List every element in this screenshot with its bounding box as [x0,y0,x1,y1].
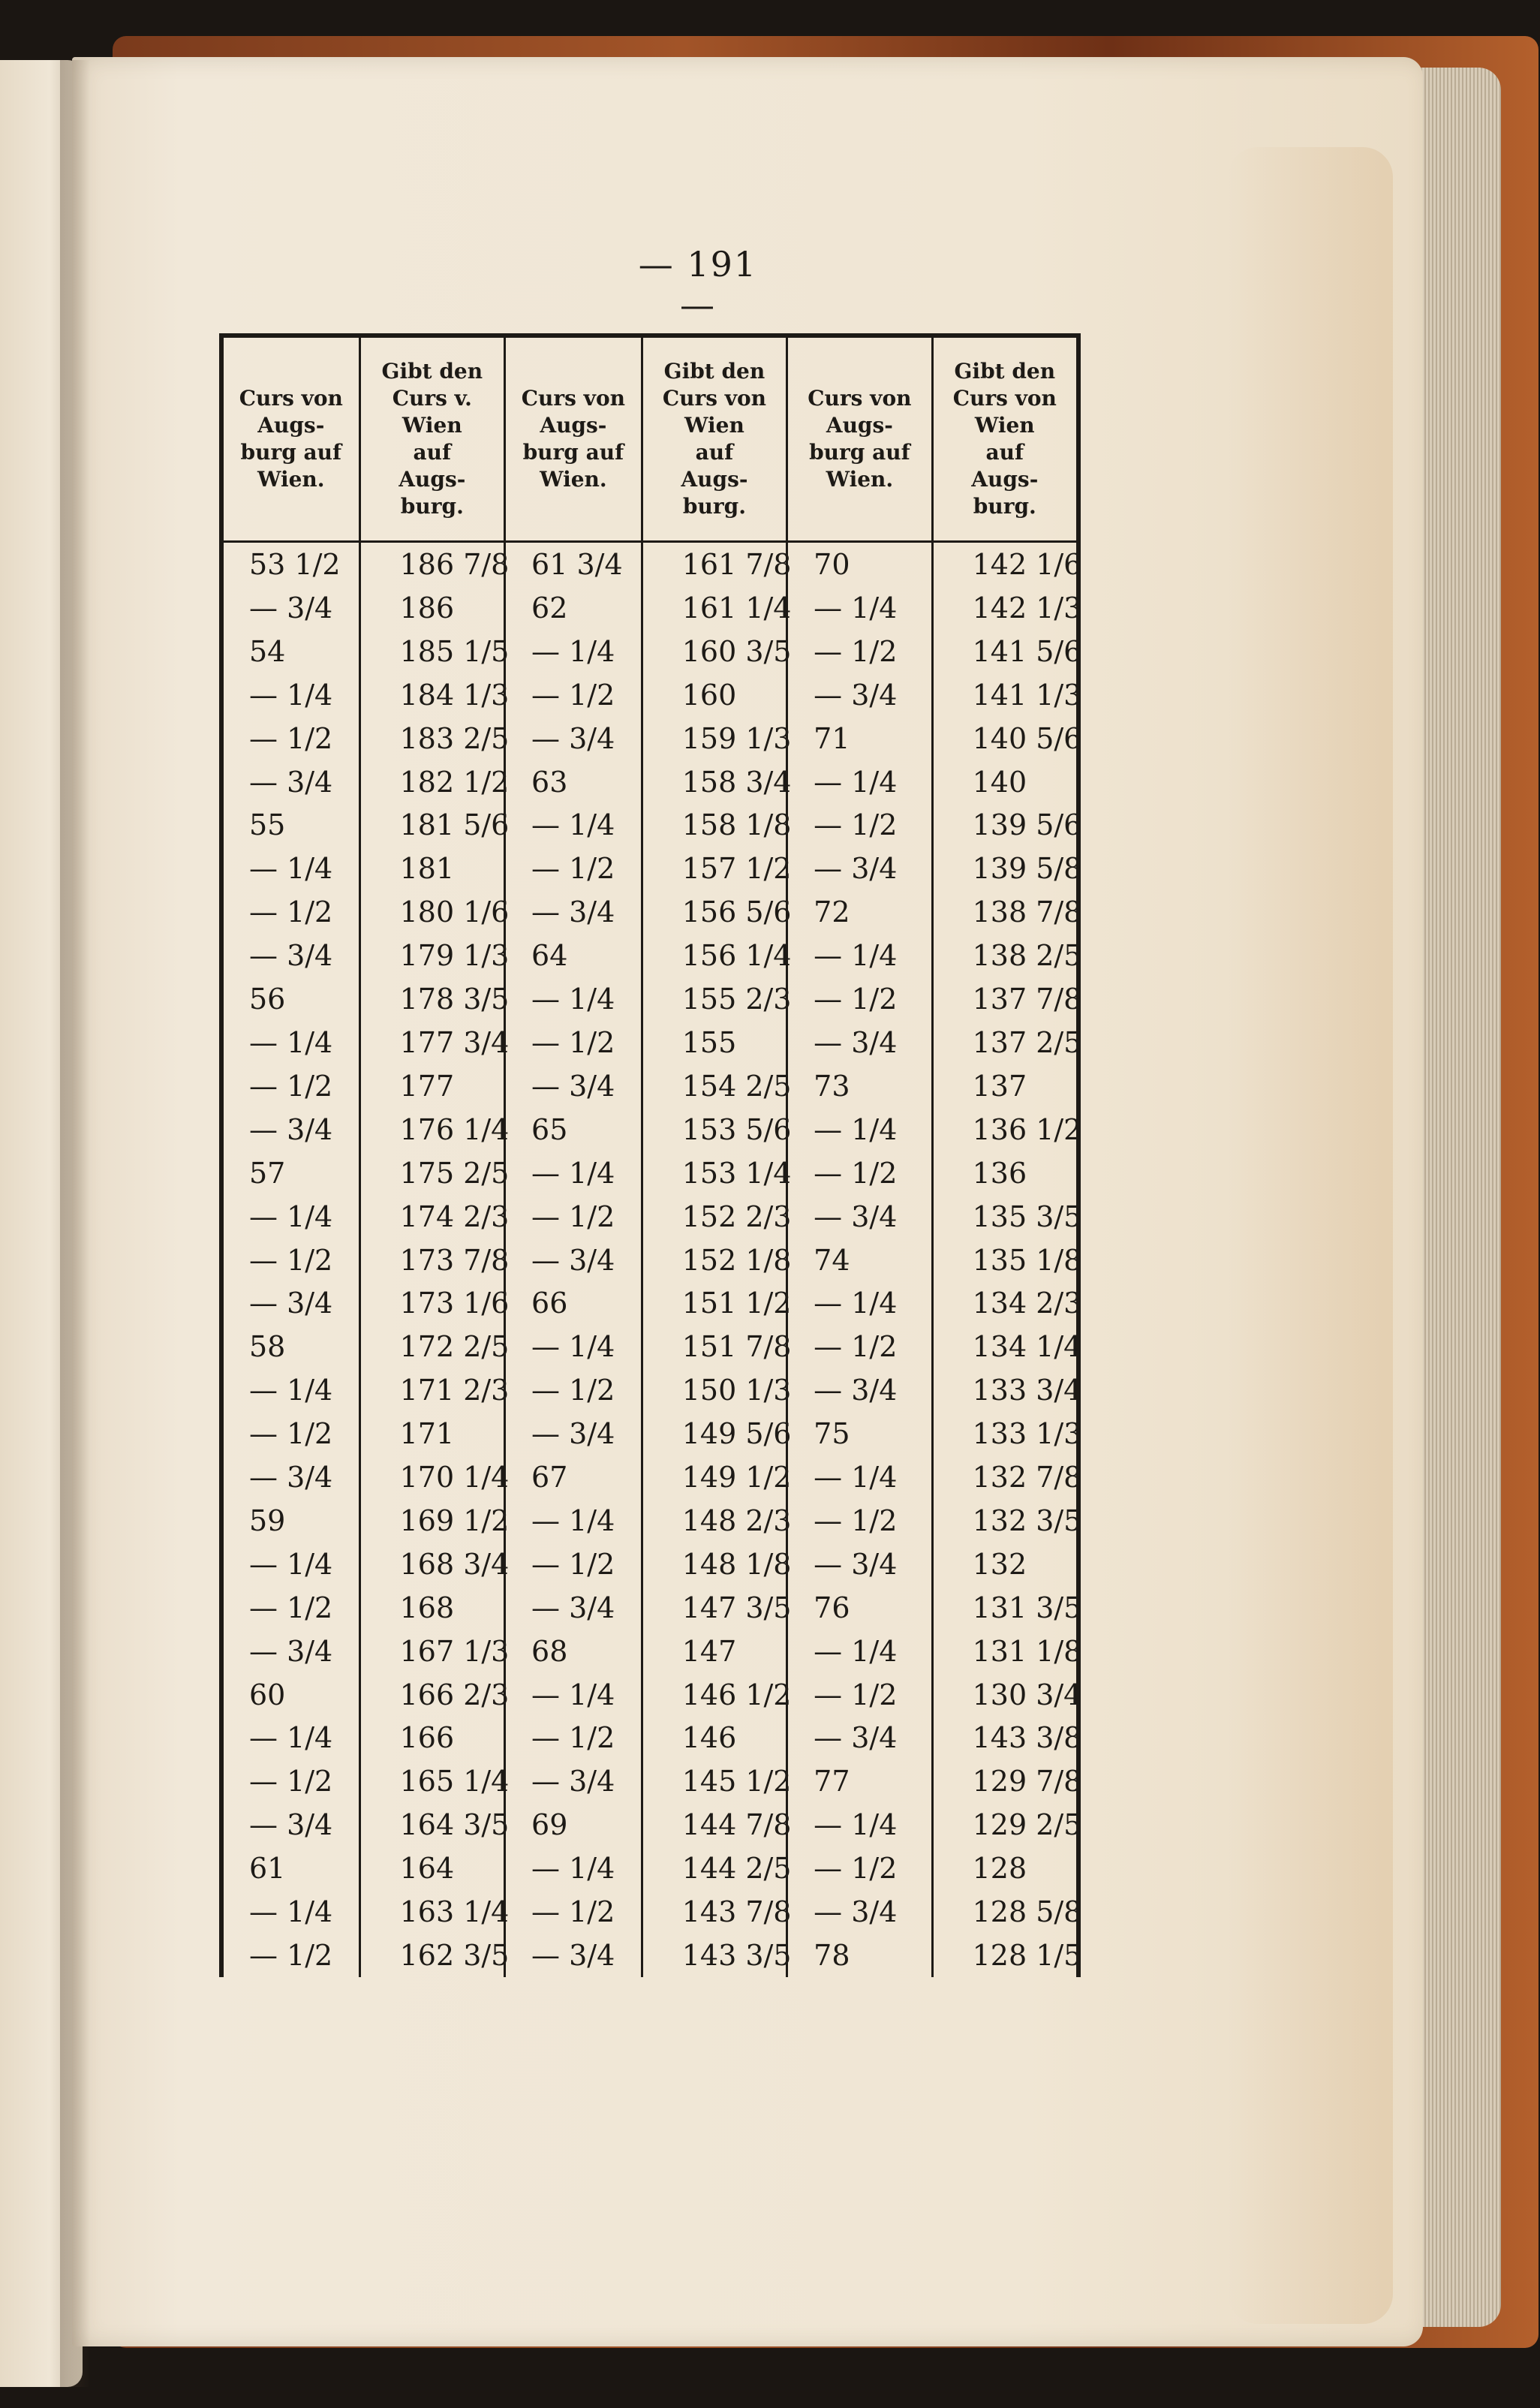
table-row [221,1151,1078,1195]
table-cell: 166 2/3 [359,1673,504,1717]
table-cell: 142 1/3 [932,586,1078,630]
table-cell: — 1/2 [787,1151,932,1195]
table-cell: 139 5/6 [932,803,1078,847]
table-row [221,1630,1078,1673]
table-cell: — 1/2 [221,1064,359,1108]
table-cell: — 1/4 [787,1108,932,1151]
table-cell: — 3/4 [221,934,359,977]
table-cell: 163 1/4 [359,1890,504,1934]
table-cell: — 1/4 [221,1890,359,1934]
table-cell: — 3/4 [787,1543,932,1586]
table-row [221,1759,1078,1803]
page-number: — 191 — [638,244,758,325]
table-cell: 73 [787,1064,932,1108]
table-cell: 173 7/8 [359,1239,504,1282]
table-cell: — 1/4 [505,630,642,673]
table-cell: 145 1/2 [642,1759,787,1803]
table-cell: — 1/2 [787,1673,932,1717]
column-header: Curs von Augs- burg auf Wien. [221,336,359,542]
table-cell: 185 1/5 [359,630,504,673]
table-cell: 149 1/2 [642,1455,787,1499]
table-cell: — 3/4 [221,1803,359,1847]
table-cell: 132 [932,1543,1078,1586]
table-cell: 75 [787,1412,932,1455]
table-cell: 137 2/5 [932,1021,1078,1064]
table-cell: 138 2/5 [932,934,1078,977]
table-cell: 144 7/8 [642,1803,787,1847]
table-cell: 130 3/4 [932,1673,1078,1717]
table-cell: 129 2/5 [932,1803,1078,1847]
table-cell: 177 3/4 [359,1021,504,1064]
table-cell: 143 7/8 [642,1890,787,1934]
table-cell: — 1/4 [505,977,642,1021]
table-cell: 54 [221,630,359,673]
table-cell: — 1/4 [787,760,932,804]
table-cell: 62 [505,586,642,630]
table-row [221,1717,1078,1760]
table-cell: — 1/4 [787,934,932,977]
table-cell: — 1/4 [221,1195,359,1239]
table-cell: 151 7/8 [642,1325,787,1368]
table-cell: 146 [642,1717,787,1760]
table-cell: — 3/4 [787,1195,932,1239]
table-cell: 134 1/4 [932,1325,1078,1368]
table-cell: 71 [787,717,932,760]
table-cell: 179 1/3 [359,934,504,977]
table-cell: 135 3/5 [932,1195,1078,1239]
table-cell: — 3/4 [787,1717,932,1760]
table-cell: 180 1/6 [359,890,504,934]
table-cell: 133 3/4 [932,1368,1078,1412]
table-cell: 141 5/6 [932,630,1078,673]
table-cell: — 1/4 [505,1847,642,1890]
table-cell: — 3/4 [505,1759,642,1803]
table-cell: 177 [359,1064,504,1108]
book-gutter [60,60,90,2387]
table-cell: — 1/2 [221,890,359,934]
table-row [221,847,1078,890]
table-cell: 55 [221,803,359,847]
table-row [221,1455,1078,1499]
table-cell: 174 2/3 [359,1195,504,1239]
table-cell: 151 1/2 [642,1281,787,1325]
table-cell: 168 3/4 [359,1543,504,1586]
table-cell: 160 [642,673,787,717]
table-cell: — 1/2 [505,1717,642,1760]
table-cell: 159 1/3 [642,717,787,760]
table-cell: — 1/4 [505,1673,642,1717]
table-cell: — 1/4 [221,673,359,717]
table-cell: — 3/4 [787,1890,932,1934]
table-cell: 146 1/2 [642,1673,787,1717]
table-row [221,1934,1078,1977]
table-cell: — 1/4 [505,803,642,847]
table-row [221,1108,1078,1151]
table-cell: — 3/4 [505,1239,642,1282]
table-cell: 78 [787,1934,932,1977]
table-cell: 128 [932,1847,1078,1890]
table-cell: — 1/2 [787,803,932,847]
table-cell: 167 1/3 [359,1630,504,1673]
table-cell: 171 2/3 [359,1368,504,1412]
table-cell: 66 [505,1281,642,1325]
table-cell: 147 3/5 [642,1586,787,1630]
table-cell: 70 [787,542,932,586]
table-row [221,1586,1078,1630]
table-cell: 156 1/4 [642,934,787,977]
table-cell: 131 3/5 [932,1586,1078,1630]
table-cell: 155 2/3 [642,977,787,1021]
table-row [221,542,1078,586]
column-header: Gibt den Curs von Wien auf Augs- burg. [932,336,1078,542]
table-cell: 72 [787,890,932,934]
table-cell: 58 [221,1325,359,1368]
table-cell: — 1/4 [221,1021,359,1064]
table-row [221,1847,1078,1890]
table-row [221,1890,1078,1934]
table-cell: 143 3/8 [932,1717,1078,1760]
table-cell: 137 7/8 [932,977,1078,1021]
table-cell: — 1/4 [787,586,932,630]
table-cell: 67 [505,1455,642,1499]
table-cell: — 3/4 [221,1281,359,1325]
table-cell: — 1/2 [221,1239,359,1282]
table-cell: 141 1/3 [932,673,1078,717]
table-cell: 138 7/8 [932,890,1078,934]
table-cell: 175 2/5 [359,1151,504,1195]
table-row [221,630,1078,673]
table-cell: — 1/4 [505,1151,642,1195]
table-cell: 154 2/5 [642,1064,787,1108]
table-cell: — 1/4 [787,1803,932,1847]
table-cell: 144 2/5 [642,1847,787,1890]
table-cell: — 1/4 [787,1455,932,1499]
table-row [221,1673,1078,1717]
table-cell: — 1/4 [505,1325,642,1368]
table-cell: 162 3/5 [359,1934,504,1977]
table-cell: 129 7/8 [932,1759,1078,1803]
table-cell: — 3/4 [221,586,359,630]
table-cell: 158 1/8 [642,803,787,847]
table-cell: 152 2/3 [642,1195,787,1239]
table-cell: — 3/4 [787,1021,932,1064]
table-cell: 186 [359,586,504,630]
table-cell: 160 3/5 [642,630,787,673]
table-cell: 134 2/3 [932,1281,1078,1325]
table-body [221,542,1082,1978]
table-row [221,586,1078,630]
table-cell: — 3/4 [221,1630,359,1673]
column-header: Gibt den Curs von Wien auf Augs- burg. [642,336,787,542]
table-cell: 164 3/5 [359,1803,504,1847]
table-cell: — 1/2 [505,1021,642,1064]
table-cell: 132 7/8 [932,1455,1078,1499]
table-cell: 68 [505,1630,642,1673]
table-row [221,977,1078,1021]
table-cell: — 1/4 [221,1717,359,1760]
table-row [221,1021,1078,1064]
table-cell: 76 [787,1586,932,1630]
table-cell: 60 [221,1673,359,1717]
table-cell: — 1/4 [221,1368,359,1412]
table-row [221,1281,1078,1325]
table-cell: 56 [221,977,359,1021]
table-cell: 153 1/4 [642,1151,787,1195]
table-header-row [221,336,1078,542]
table-cell: 169 1/2 [359,1499,504,1543]
table-cell: — 3/4 [787,1368,932,1412]
table-cell: — 3/4 [505,890,642,934]
table-cell: 156 5/6 [642,890,787,934]
table-cell: — 1/4 [787,1281,932,1325]
table-cell: 59 [221,1499,359,1543]
table-cell: — 1/2 [221,1934,359,1977]
table-cell: — 3/4 [221,760,359,804]
table-cell: 165 1/4 [359,1759,504,1803]
paper-stain [1228,147,1393,2324]
table-row [221,1239,1078,1282]
table-cell: 173 1/6 [359,1281,504,1325]
table-cell: 161 1/4 [642,586,787,630]
table-cell: — 1/2 [505,1543,642,1586]
table-cell: 153 5/6 [642,1108,787,1151]
table-row [221,1368,1078,1412]
table-cell: 176 1/4 [359,1108,504,1151]
table-cell: — 1/4 [787,1630,932,1673]
table-cell: — 1/4 [221,847,359,890]
table-cell: 171 [359,1412,504,1455]
table-cell: — 3/4 [505,717,642,760]
table-cell: — 1/2 [787,1499,932,1543]
table-cell: 63 [505,760,642,804]
table-cell: 164 [359,1847,504,1890]
table-cell: 128 5/8 [932,1890,1078,1934]
table-cell: 183 2/5 [359,717,504,760]
table-cell: 140 [932,760,1078,804]
table-cell: 178 3/5 [359,977,504,1021]
table-cell: — 3/4 [787,673,932,717]
table-cell: 135 1/8 [932,1239,1078,1282]
table-cell: 152 1/8 [642,1239,787,1282]
table-cell: — 1/2 [505,847,642,890]
table-cell: — 1/2 [221,1412,359,1455]
table-cell: 57 [221,1151,359,1195]
table-cell: 143 3/5 [642,1934,787,1977]
table-cell: 149 5/6 [642,1412,787,1455]
table-cell: — 3/4 [221,1455,359,1499]
table-cell: 139 5/8 [932,847,1078,890]
table-row [221,934,1078,977]
table-cell: 186 7/8 [359,542,504,586]
table-row [221,673,1078,717]
table-cell: 147 [642,1630,787,1673]
table-cell: 172 2/5 [359,1325,504,1368]
table-cell: — 1/2 [787,1325,932,1368]
table-cell: — 3/4 [505,1934,642,1977]
table-row [221,1803,1078,1847]
table-cell: 131 1/8 [932,1630,1078,1673]
table-row [221,803,1078,847]
table-cell: — 1/2 [505,1890,642,1934]
table-cell: 168 [359,1586,504,1630]
table-cell: 74 [787,1239,932,1282]
column-header: Curs von Augs- burg auf Wien. [505,336,642,542]
table-row [221,1412,1078,1455]
table-cell: 142 1/6 [932,542,1078,586]
table-cell: 77 [787,1759,932,1803]
column-header: Curs von Augs- burg auf Wien. [787,336,932,542]
table-row [221,717,1078,760]
table-cell: 166 [359,1717,504,1760]
table-cell: 61 3/4 [505,542,642,586]
table-row [221,1499,1078,1543]
table-cell: 150 1/3 [642,1368,787,1412]
table-cell: — 1/2 [505,673,642,717]
table-cell: 69 [505,1803,642,1847]
table-cell: 170 1/4 [359,1455,504,1499]
table-cell: 158 3/4 [642,760,787,804]
table-cell: — 1/2 [787,1847,932,1890]
table-cell: — 1/2 [787,977,932,1021]
table-cell: 182 1/2 [359,760,504,804]
table-cell: 137 [932,1064,1078,1108]
table-cell: — 1/2 [505,1195,642,1239]
table-cell: — 1/2 [787,630,932,673]
table-row [221,1325,1078,1368]
table-cell: — 3/4 [221,1108,359,1151]
table-row [221,1064,1078,1108]
table-cell: 128 1/5 [932,1934,1078,1977]
exchange-rate-table [219,333,1081,1977]
table-cell: 136 1/2 [932,1108,1078,1151]
table-cell: 133 1/3 [932,1412,1078,1455]
table-cell: — 3/4 [505,1586,642,1630]
table-cell: 181 [359,847,504,890]
table-cell: — 1/4 [221,1543,359,1586]
table-cell: 181 5/6 [359,803,504,847]
table-cell: — 1/2 [221,1586,359,1630]
table-cell: 184 1/3 [359,673,504,717]
table-cell: — 3/4 [787,847,932,890]
table-cell: 61 [221,1847,359,1890]
table-cell: 53 1/2 [221,542,359,586]
table-row [221,1195,1078,1239]
table-cell: 65 [505,1108,642,1151]
table-cell: 136 [932,1151,1078,1195]
table-cell: — 1/2 [505,1368,642,1412]
table-cell: 132 3/5 [932,1499,1078,1543]
table-row [221,1543,1078,1586]
table-row [221,890,1078,934]
table-row [221,760,1078,804]
table-cell: — 3/4 [505,1412,642,1455]
table-cell: 148 1/8 [642,1543,787,1586]
table-cell: — 1/2 [221,1759,359,1803]
table-cell: — 3/4 [505,1064,642,1108]
column-header: Gibt den Curs v. Wien auf Augs- burg. [359,336,504,542]
table-cell: 155 [642,1021,787,1064]
table-cell: 140 5/6 [932,717,1078,760]
table-cell: 148 2/3 [642,1499,787,1543]
table-cell: — 1/4 [505,1499,642,1543]
table-cell: — 1/2 [221,717,359,760]
table-cell: 161 7/8 [642,542,787,586]
table-cell: 157 1/2 [642,847,787,890]
table-cell: 64 [505,934,642,977]
